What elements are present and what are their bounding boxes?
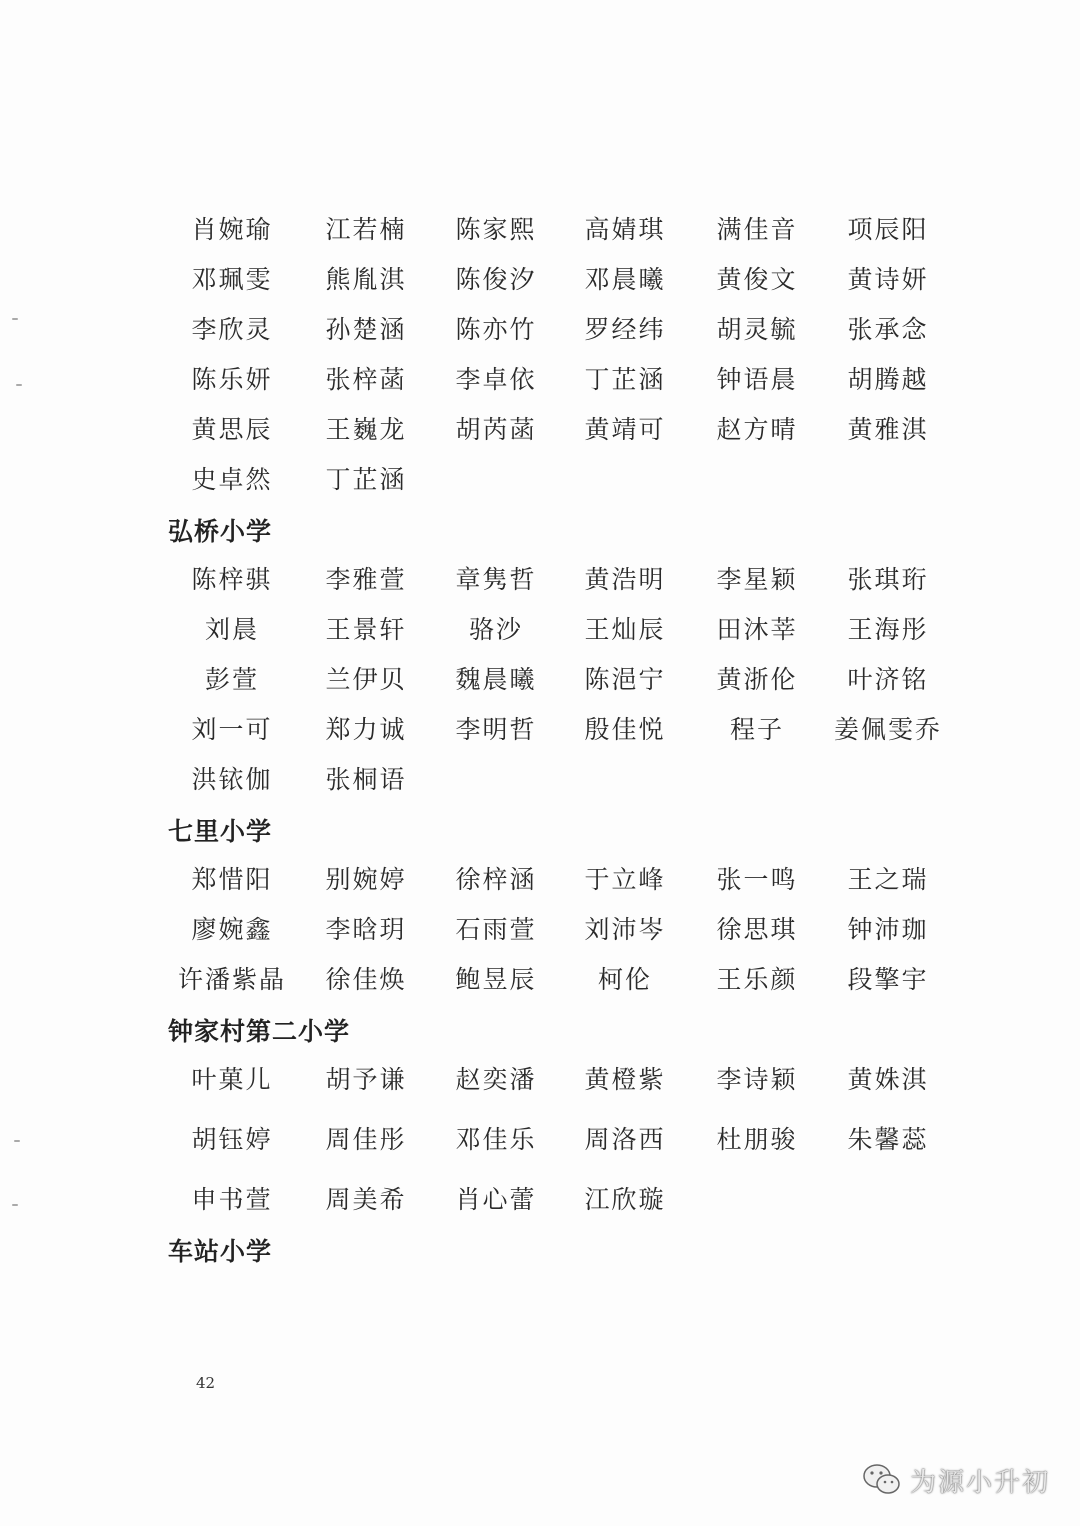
student-name: 柯伦: [597, 965, 652, 994]
student-name: 别婉婷: [325, 865, 407, 894]
student-name: 胡芮菡: [455, 415, 537, 444]
student-name: 李晗玥: [325, 915, 407, 944]
student-name: 于立峰: [584, 865, 666, 894]
student-name: 徐佳焕: [325, 965, 407, 994]
page-number: 42: [196, 1374, 216, 1392]
name-row: [160, 410, 960, 450]
student-name: 段擎宇: [847, 965, 929, 994]
student-name: 郑惜阳: [191, 865, 273, 894]
student-name: 孙楚涵: [325, 315, 407, 344]
student-name: 肖心蕾: [455, 1185, 537, 1214]
student-name: 陈乐妍: [191, 365, 273, 394]
student-name: 殷佳悦: [584, 715, 666, 744]
name-row: [160, 660, 960, 700]
student-name: 邓晨曦: [584, 265, 666, 294]
student-name: 杜朋骏: [716, 1125, 798, 1154]
student-name: 李诗颖: [716, 1065, 798, 1094]
student-name: 陈家熙: [455, 215, 537, 244]
student-name: 程子: [729, 715, 784, 744]
student-name: 姜佩雯乔: [833, 715, 942, 744]
student-name: 洪铱伽: [191, 765, 273, 794]
student-name: 丁芷涵: [584, 365, 666, 394]
student-name: 刘一可: [191, 715, 273, 744]
student-name: 廖婉鑫: [191, 915, 273, 944]
student-name: 刘沛岑: [584, 915, 666, 944]
student-name: 邓佳乐: [455, 1125, 537, 1154]
name-row: [160, 760, 960, 800]
student-name: 张梓菡: [325, 365, 407, 394]
student-name: 赵奕潘: [455, 1065, 537, 1094]
name-row: [160, 360, 960, 400]
student-name: 黄诗妍: [847, 265, 929, 294]
student-name: 邓珮雯: [191, 265, 273, 294]
student-name: 黄雅淇: [847, 415, 929, 444]
student-name: 王之瑞: [847, 865, 929, 894]
student-name: 刘晨: [204, 615, 259, 644]
student-name: 江若楠: [325, 215, 407, 244]
student-name: 黄姝淇: [847, 1065, 929, 1094]
student-name: 陈亦竹: [455, 315, 537, 344]
student-name: 李雅萱: [325, 565, 407, 594]
school-heading: 钟家村第二小学: [168, 1017, 351, 1046]
student-name: 江欣璇: [584, 1185, 666, 1214]
student-name: 李卓依: [455, 365, 537, 394]
student-name: 胡腾越: [847, 365, 929, 394]
name-row: [160, 1060, 960, 1100]
student-name: 王景轩: [325, 615, 407, 644]
student-name: 满佳音: [716, 215, 798, 244]
student-name: 张一鸣: [716, 865, 798, 894]
student-name: 李欣灵: [191, 315, 273, 344]
student-name: 高婧琪: [584, 215, 666, 244]
name-row: [160, 910, 960, 950]
student-name: 陈梓骐: [191, 565, 273, 594]
student-name: 郑力诚: [325, 715, 407, 744]
student-name: 许潘紫晶: [177, 965, 286, 994]
student-name: 朱馨蕊: [847, 1125, 929, 1154]
student-name: 黄思辰: [191, 415, 273, 444]
student-name: 黄橙紫: [584, 1065, 666, 1094]
student-name: 兰伊贝: [325, 665, 407, 694]
student-name: 黄浩明: [584, 565, 666, 594]
name-row: [160, 260, 960, 300]
name-row: [160, 1180, 960, 1220]
student-name: 王巍龙: [325, 415, 407, 444]
student-name: 史卓然: [191, 465, 273, 494]
student-name: 张琪珩: [847, 565, 929, 594]
school-heading: 七里小学: [168, 817, 273, 846]
student-name: 田沐莘: [716, 615, 798, 644]
student-name: 钟沛珈: [847, 915, 929, 944]
school-heading: 弘桥小学: [168, 517, 273, 546]
scan-speck: [16, 384, 22, 386]
student-name: 骆沙: [468, 615, 523, 644]
student-name: 李明哲: [455, 715, 537, 744]
student-name: 赵方晴: [716, 415, 798, 444]
student-name: 王灿辰: [584, 615, 666, 644]
student-name: 徐思琪: [716, 915, 798, 944]
student-name: 周美希: [325, 1185, 407, 1214]
student-name: 黄浙伦: [716, 665, 798, 694]
student-name: 丁芷涵: [325, 465, 407, 494]
student-name: 徐梓涵: [455, 865, 537, 894]
name-row: [160, 560, 960, 600]
student-name: 肖婉瑜: [191, 215, 273, 244]
student-name: 叶菓儿: [191, 1065, 273, 1094]
student-name: 黄靖可: [584, 415, 666, 444]
student-name: 陈浥宁: [584, 665, 666, 694]
student-name: 周佳彤: [325, 1125, 407, 1154]
name-row: [160, 610, 960, 650]
student-name: 魏晨曦: [455, 665, 537, 694]
student-name: 周洛西: [584, 1125, 666, 1154]
student-name: 叶济铭: [847, 665, 929, 694]
student-name: 彭萱: [204, 665, 259, 694]
student-name: 陈俊汐: [455, 265, 537, 294]
scan-speck: [12, 318, 18, 320]
student-name: 张桐语: [325, 765, 407, 794]
student-name: 申书萱: [191, 1185, 273, 1214]
student-name: 罗经纬: [584, 315, 666, 344]
student-name: 李星颖: [716, 565, 798, 594]
school-heading: 车站小学: [168, 1237, 273, 1266]
name-row: [160, 960, 960, 1000]
watermark: [862, 1458, 1050, 1502]
student-name: 胡钰婷: [191, 1125, 273, 1154]
student-name: 王乐颜: [716, 965, 798, 994]
student-name: 王海彤: [847, 615, 929, 644]
student-name: 黄俊文: [716, 265, 798, 294]
scan-speck: [12, 1204, 18, 1206]
student-name: 张承念: [847, 315, 929, 344]
student-name: 胡予谦: [325, 1065, 407, 1094]
student-name: 胡灵毓: [716, 315, 798, 344]
name-row: [160, 460, 960, 500]
name-row: [160, 210, 960, 250]
name-row: [160, 1120, 960, 1160]
student-name: 熊胤淇: [325, 265, 407, 294]
name-row: [160, 710, 960, 750]
student-name: 章隽哲: [455, 565, 537, 594]
name-row: [160, 310, 960, 350]
student-name: 石雨萱: [455, 915, 537, 944]
student-name: 钟语晨: [716, 365, 798, 394]
watermark-text: 为源小升初: [910, 1467, 1051, 1498]
student-name: 鲍昱辰: [455, 965, 537, 994]
scan-speck: [14, 1140, 20, 1142]
student-name: 项辰阳: [847, 215, 929, 244]
name-row: [160, 860, 960, 900]
wechat-icon: [862, 1462, 902, 1498]
